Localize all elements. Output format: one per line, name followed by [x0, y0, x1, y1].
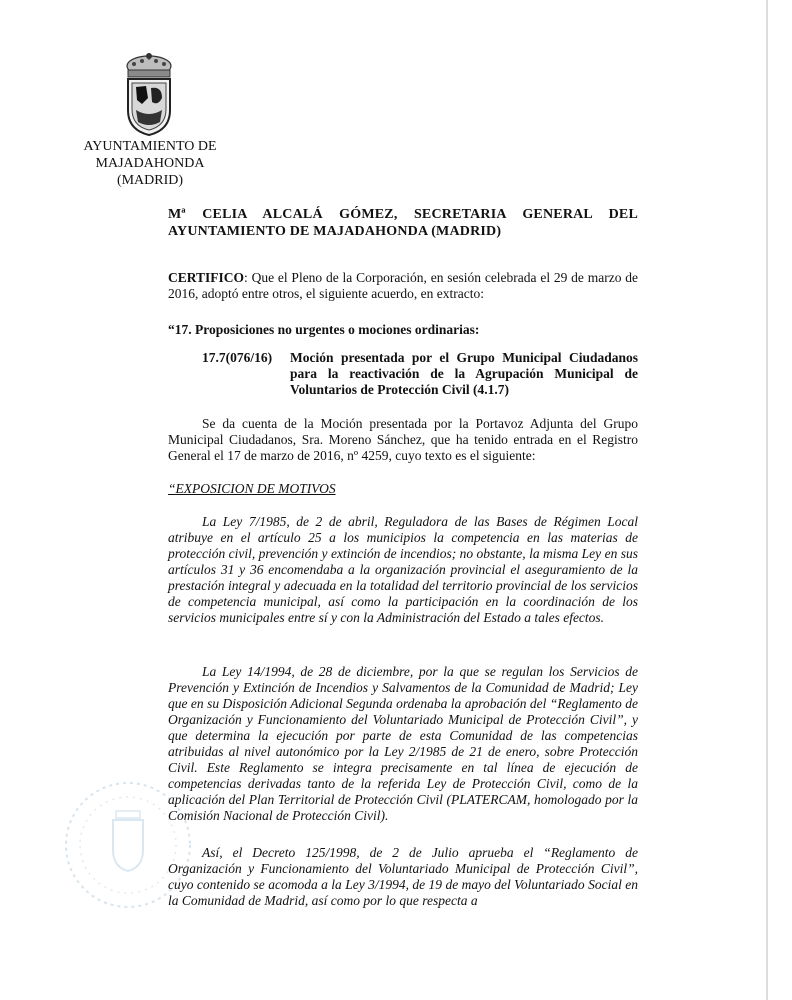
- certifico-label: CERTIFICO: [168, 270, 245, 285]
- motion-heading: [202, 350, 638, 398]
- document-title: Mª CELIA ALCALÁ GÓMEZ, SECRETARIA GENERAL DEL AYUNTAMIENTO DE MAJADAHONDA (MADRID): [168, 207, 638, 239]
- motion-number: 17.7(076/16): [202, 350, 273, 365]
- agenda-item-heading: “17. Proposiciones no urgentes o mociones ordinarias:: [168, 322, 480, 337]
- body-paragraph: La Ley 14/1994, de 28 de diciembre, por la que se regulan los Servicios de Prevención y Extinción de Incendios y Salvamentos de la Comunidad de Madrid; Ley que en su Disposición Adicional Segunda ordenaba la aprobación del “Reglamento de Organización y Funcionamiento del Voluntariado Municipal de Protección Civil”, y que determina la ejecución por parte de esta Comunidad de las competencias atribuidas al nivel autonómico por la Ley 2/1985 de 21 de enero, sobre Protección Civil. Este Reglamento se integra precisamente en tal línea de ejecución de competencias derivadas tanto de la referida Ley de Protección Civil, como de la aplicación del Plan Territorial de Protección Civil (PLATERCAM, homologado por la Comisión Nacional de Protección Civil).: [168, 664, 638, 823]
- page-edge-line: [766, 0, 768, 1000]
- body-paragraph: La Ley 7/1985, de 2 de abril, Reguladora de las Bases de Régimen Local atribuye en el artículo 25 a los municipios la competencia en las materias de protección civil, prevención y extinción de incendios; no obstante, la misma Ley en sus artículos 31 y 36 encomendaba a la organización provincial el aseguramiento de la prestación integral y adecuada en la totalidad del territorio provincial de los servicios de competencia municipal, así como la participación en la coordinación de los servicios municipales entre sí y con la Administración del Estado a tales efectos.: [168, 514, 638, 625]
- exposicion-heading: “EXPOSICION DE MOTIVOS: [168, 481, 336, 496]
- municipal-coat-of-arms-icon: [118, 52, 180, 136]
- org-line-1: AYUNTAMIENTO DE: [83, 139, 217, 154]
- certifico-text: : Que el Pleno de la Corporación, en sesión celebrada el 29 de marzo de 2016, adoptó entre otros, el siguiente acuerdo, en extracto:: [168, 270, 638, 301]
- org-line-3: (MADRID): [116, 173, 184, 188]
- intro-paragraph: Se da cuenta de la Moción presentada por la Portavoz Adjunta del Grupo Municipal Ciudadanos, Sra. Moreno Sánchez, que ha tenido entrada en el Registro General el 17 de marzo de 2016, nº 4259, cuyo texto es el siguiente:: [168, 416, 638, 463]
- certification-paragraph: [168, 270, 638, 302]
- municipality-header: [70, 138, 230, 189]
- body-paragraph: Así, el Decreto 125/1998, de 2 de Julio aprueba el “Reglamento de Organización y Funcionamiento del Voluntariado Municipal de Protección Civil”, cuyo contenido se acomoda a la Ley 3/1994, de 19 de mayo del Voluntariado Social en la Comunidad de Madrid, así como por lo que respecta a: [168, 845, 638, 908]
- org-line-2: MAJADAHONDA: [95, 156, 205, 171]
- motion-title: Moción presentada por el Grupo Municipal Ciudadanos para la reactivación de la Agrupación Municipal de Voluntarios de Protección Civil (4.1.7): [290, 350, 638, 397]
